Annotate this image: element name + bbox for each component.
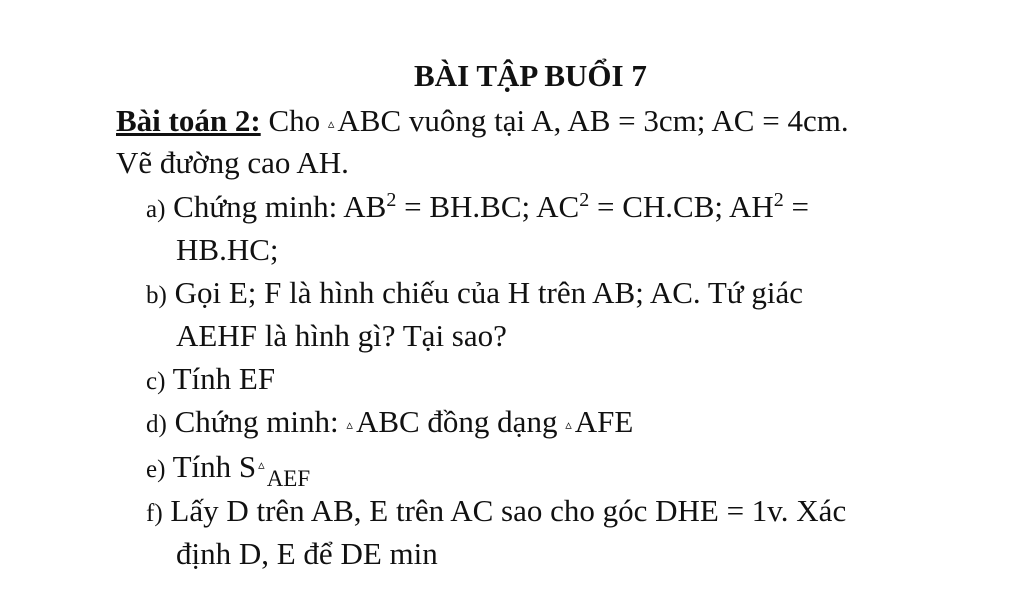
item-e-line-1 [146,445,310,490]
problem-line-1 [116,101,849,144]
item-d-text-1: Chứng minh: [166,404,347,439]
item-a-text-4: = [783,189,810,224]
item-e-subscript: AEF [266,466,311,491]
item-a-letter: a) [146,196,166,223]
item-b-letter: b) [146,282,167,309]
problem-line-2: Vẽ đường cao AH. [116,145,349,180]
item-b-line-2: AEHF là hình gì? Tại sao? [176,318,507,353]
item-f-line-1 [146,491,846,534]
item-b-line-1 [146,273,803,316]
item-d-letter: d) [146,411,167,438]
item-a-text-3: = CH.CB; AH [589,189,774,224]
triangle-icon: ▵ [346,417,353,432]
item-d-text-2: ABC đồng dạng [355,404,566,439]
item-c-text-1: Tính EF [165,361,276,396]
item-f-letter: f) [146,500,163,527]
item-a-exponent-2: 2 [579,189,590,211]
problem-text-after: ABC vuông tại A, AB = 3cm; AC = 4cm. [337,103,849,138]
item-a-line-1 [146,187,809,230]
item-f-line-2: định D, E để DE min [176,536,438,571]
item-a-exponent-3: 2 [773,189,784,211]
item-e-letter: e) [146,456,166,483]
item-a-text-1: Chứng minh: AB [165,189,387,224]
page-title: BÀI TẬP BUỔI 7 [414,58,647,93]
triangle-icon: ▵ [327,116,335,131]
item-a-text-2: = BH.BC; AC [396,189,580,224]
triangle-icon: ▵ [565,417,572,432]
item-a-line-2: HB.HC; [176,232,279,267]
item-f-text-1: Lấy D trên AB, E trên AC sao cho góc DHE = 1v. Xác [162,493,847,528]
item-d-line-1 [146,402,633,445]
item-c-line-1 [146,359,275,402]
item-e-text-1: Tính S [165,449,257,484]
triangle-icon: ▵ [258,457,265,472]
problem-label: Bài toán 2: [116,103,261,138]
item-a-exponent-1: 2 [386,189,397,211]
item-b-text-1: Gọi E; F là hình chiếu của H trên AB; AC. Tứ giác [166,275,803,310]
problem-text-before: Cho [260,103,328,138]
item-d-text-3: AFE [574,404,634,439]
item-c-letter: c) [146,368,166,395]
